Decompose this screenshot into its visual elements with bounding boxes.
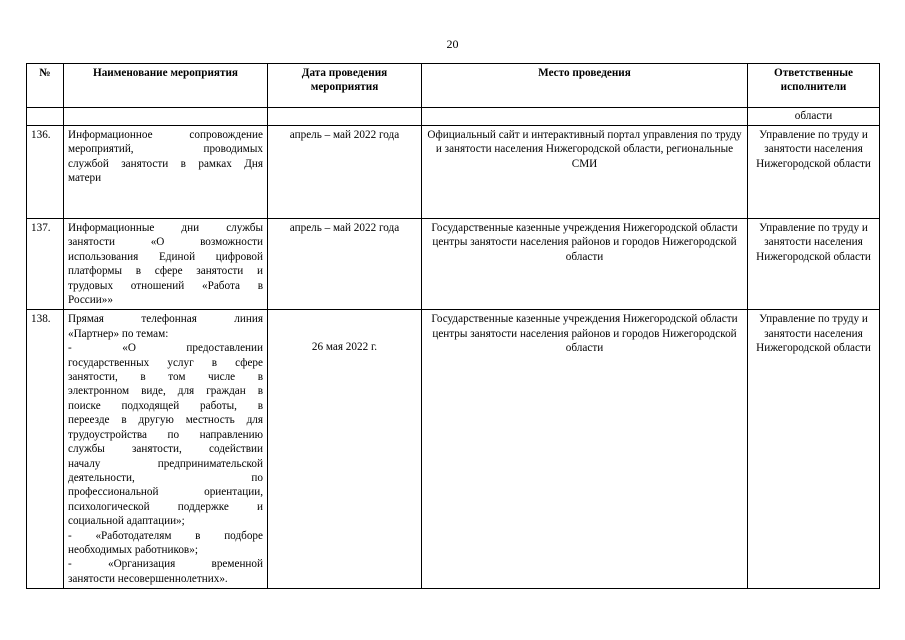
header-responsible: Ответственные исполнители [748, 64, 880, 108]
cell-num: 138. [27, 310, 64, 589]
cell-date: апрель – май 2022 года [268, 126, 422, 219]
name-line: трудоустройства по направлению [68, 428, 263, 441]
name-line: занятости «О возможности [68, 236, 263, 249]
name-line: матери [68, 172, 102, 185]
name-line: Прямая телефонная линия [68, 313, 263, 326]
name-line: электронном виде, для граждан в [68, 385, 263, 398]
name-line: платформы в сфере занятости и [68, 265, 263, 278]
table-row [27, 310, 880, 589]
name-line: - «Работодателям в подборе [68, 529, 263, 542]
cell-date [268, 310, 422, 589]
name-line: занятости несовершеннолетних». [68, 572, 228, 585]
name-line: Информационное сопровождение [68, 129, 263, 141]
date-text: 26 мая 2022 г. [311, 341, 378, 354]
cell-place: Государственные казенные учреждения Нижегородской области центры занятости населения районов и городов Нижегородской области [422, 310, 748, 589]
cell-name [64, 126, 268, 219]
cell-num [27, 108, 64, 126]
name-line: - «О предоставлении [68, 342, 263, 355]
name-line: социальной адаптации»; [68, 515, 185, 528]
cell-num: 137. [27, 219, 64, 310]
table-row [27, 126, 880, 219]
name-line: началу предпринимательской [68, 457, 263, 470]
table-row-carry [27, 108, 880, 126]
cell-place: Государственные казенные учреждения Нижегородской области центры занятости населения районов и городов Нижегородской области [422, 219, 748, 310]
date-spacer [272, 312, 417, 340]
events-table [26, 63, 880, 589]
name-line: - «Организация временной [68, 558, 263, 571]
header-place: Место проведения [422, 64, 748, 108]
name-line: службы занятости, содействии [68, 443, 263, 456]
cell-date: апрель – май 2022 года [268, 219, 422, 310]
name-line: занятости, в том числе в [68, 371, 263, 384]
name-line: мероприятий, проводимых [68, 143, 263, 156]
name-line: психологической поддержке и [68, 500, 263, 513]
cell-responsible: Управление по труду и занятости населения Нижегородской области [748, 219, 880, 310]
name-line: необходимых работников»; [68, 543, 198, 556]
table-header-row [27, 64, 880, 108]
name-line: России»» [68, 294, 113, 307]
cell-responsible: Управление по труду и занятости населения Нижегородской области [748, 126, 880, 219]
cell-responsible: Управление по труду и занятости населения Нижегородской области [748, 310, 880, 589]
page-number: 20 [446, 37, 459, 51]
name-line: переезде в другую местность для [68, 414, 263, 427]
cell-place: Официальный сайт и интерактивный портал управления по труду и занятости населения Нижегородской области, региональные СМИ [422, 126, 748, 219]
cell-place [422, 108, 748, 126]
name-line: деятельности, по [68, 471, 263, 484]
name-line: государственных услуг в сфере [68, 356, 263, 369]
cell-num: 136. [27, 126, 64, 219]
name-line: службой занятости в рамках Дня [68, 157, 263, 170]
cell-name [64, 108, 268, 126]
cell-name [64, 219, 268, 310]
cell-responsible: области [748, 108, 880, 126]
name-line: профессиональной ориентации, [68, 486, 263, 499]
name-line: «Партнер» по темам: [68, 327, 169, 340]
table-row [27, 219, 880, 310]
name-line: использования Единой цифровой [68, 250, 263, 263]
header-date: Дата проведения мероприятия [268, 64, 422, 108]
header-name: Наименование мероприятия [64, 64, 268, 108]
cell-name [64, 310, 268, 589]
name-line: трудовых отношений «Работа в [68, 279, 263, 292]
header-num: № [27, 64, 64, 108]
name-line: Информационные дни службы [68, 222, 263, 234]
name-line: поиске подходящей работы, в [68, 399, 263, 412]
cell-date [268, 108, 422, 126]
